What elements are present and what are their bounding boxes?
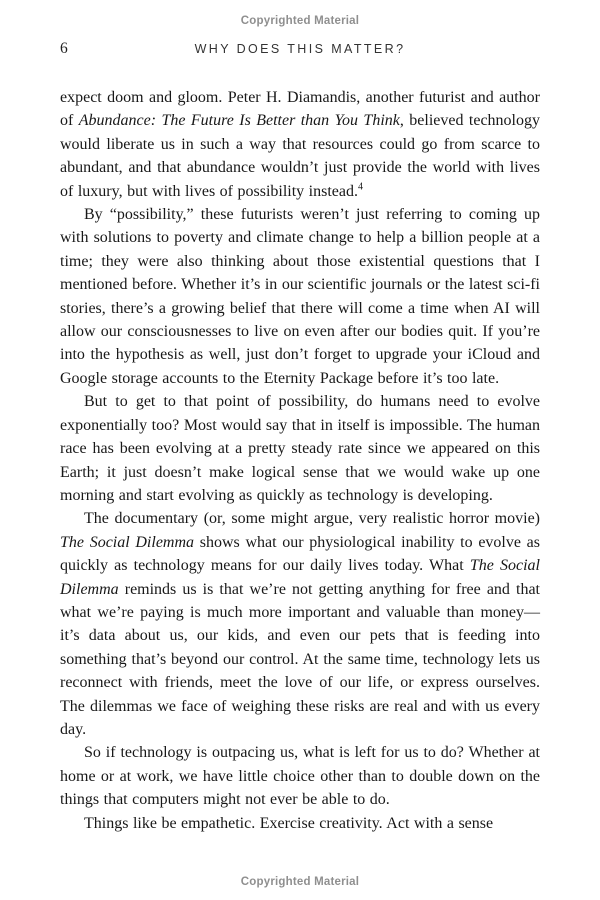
text-run: , believed technology would liberate us in such a way that resources could go from scarce to abundant, and that abundance wouldn’t just provide the world with lives of luxury, but with lives of possibility instead. [60, 112, 540, 200]
page-number: 6 [60, 40, 68, 57]
italic-text: The Social Dilemma [60, 557, 540, 598]
footnote-marker: 4 [358, 181, 363, 193]
paragraph [60, 741, 540, 811]
paragraph [60, 203, 540, 390]
body-text [60, 86, 540, 835]
text-run: shows what our physiological inability to evolve as quickly as technology means for our daily lives today. What [60, 533, 540, 575]
text-run: reminds us is that we’re not getting anything for free and that what we’re paying is much more important and valuable than money—it’s data about us, our kids, and even our pets that is feeding into something that’s beyond our control. At the same time, technology lets us reconnect with friends, meet the love of our life, or express ourselves. The dilemmas we face of weighing these risks are real and with us every day. [60, 580, 540, 738]
copyright-notice-top: Copyrighted Material [240, 15, 360, 27]
text-run: expect doom and gloom. Peter H. Diamandis, another futurist and author of [60, 89, 540, 130]
text-run: But to get to that point of possibility, do humans need to evolve exponentially too? Most would say that in itself is impossible. The human race has been evolving at a pretty steady rate since we appeared on this Earth; it just doesn’t make logical sense that we would wake up one morning and start evolving as quickly as technology is developing. [60, 393, 540, 504]
paragraph [60, 390, 540, 507]
italic-text: Abundance: The Future Is Better than You Think [78, 112, 400, 130]
text-run: Things like be empathetic. Exercise creativity. Act with a sense [84, 814, 494, 832]
text-run: By “possibility,” these futurists weren’t just referring to coming up with solutions to poverty and climate change to help a billion people at a time; they were also thinking about those existential questions that I mentioned before. Whether it’s in our scientific journals or the latest sci-fi stories, there’s a growing belief that there will come a time when AI will allow our consciousnesses to live on even after our bodies quit. If you’re into the hypothesis as well, just don’t forget to upgrade your iCloud and Google storage accounts to the Eternity Package before it’s too late. [60, 206, 540, 387]
copyright-notice-bottom: Copyrighted Material [240, 876, 360, 888]
italic-text: The Social Dilemma [60, 533, 195, 551]
paragraph [60, 86, 540, 203]
paragraph [60, 507, 540, 741]
paragraph [60, 812, 540, 835]
text-run: So if technology is outpacing us, what is left for us to do? Whether at home or at work, we have little choice other than to double down on the things that computers might not ever be able to do. [60, 744, 540, 809]
text-run: The documentary (or, some might argue, very realistic horror movie) [84, 510, 540, 528]
running-header-title: WHY DOES THIS MATTER? [194, 42, 406, 56]
page-header [60, 40, 540, 58]
